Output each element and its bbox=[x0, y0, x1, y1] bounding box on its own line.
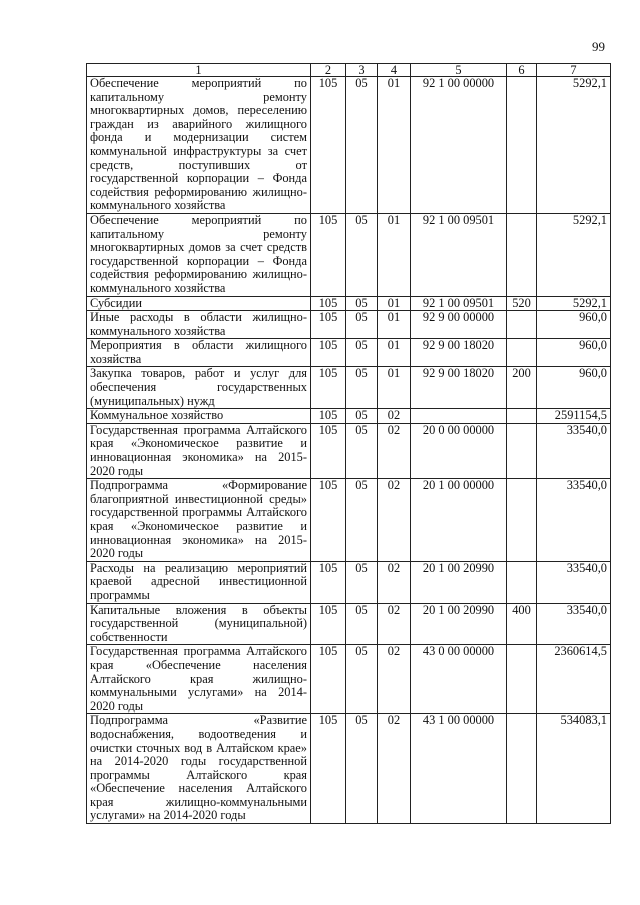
expense-type-cell bbox=[507, 213, 537, 296]
column-header: 5 bbox=[411, 64, 507, 77]
section-cell: 05 bbox=[346, 311, 378, 339]
subsection-cell: 02 bbox=[378, 603, 411, 645]
amount-cell: 2360614,5 bbox=[537, 645, 611, 714]
target-article-cell: 20 1 00 20990 bbox=[411, 561, 507, 603]
section-cell: 05 bbox=[346, 339, 378, 367]
subsection-cell: 02 bbox=[378, 423, 411, 478]
subsection-cell: 02 bbox=[378, 409, 411, 424]
amount-cell: 960,0 bbox=[537, 339, 611, 367]
expense-type-cell bbox=[507, 77, 537, 214]
table-row bbox=[87, 423, 611, 478]
row-name-cell: Государственная программа Алтайского края «Обеспечение населения Алтайского края жилищно-коммунальными услугами» на 2014-2020 годы bbox=[87, 645, 311, 714]
subsection-cell: 01 bbox=[378, 77, 411, 214]
code-cell: 105 bbox=[311, 409, 346, 424]
amount-cell: 33540,0 bbox=[537, 423, 611, 478]
section-cell: 05 bbox=[346, 603, 378, 645]
amount-cell: 534083,1 bbox=[537, 714, 611, 824]
row-name-cell: Закупка товаров, работ и услуг для обеспечения государственных (муниципальных) нужд bbox=[87, 367, 311, 409]
target-article-cell: 92 9 00 00000 bbox=[411, 311, 507, 339]
section-cell: 05 bbox=[346, 561, 378, 603]
section-cell: 05 bbox=[346, 479, 378, 562]
table-row bbox=[87, 561, 611, 603]
code-cell: 105 bbox=[311, 311, 346, 339]
header-row bbox=[87, 64, 611, 77]
row-name-cell: Мероприятия в области жилищного хозяйства bbox=[87, 339, 311, 367]
table-row bbox=[87, 367, 611, 409]
table-body bbox=[87, 77, 611, 824]
table-row bbox=[87, 296, 611, 311]
section-cell: 05 bbox=[346, 714, 378, 824]
code-cell: 105 bbox=[311, 367, 346, 409]
row-name-cell: Капитальные вложения в объекты государственной (муниципальной) собственности bbox=[87, 603, 311, 645]
section-cell: 05 bbox=[346, 296, 378, 311]
amount-cell: 33540,0 bbox=[537, 603, 611, 645]
amount-cell: 960,0 bbox=[537, 311, 611, 339]
row-name-cell: Государственная программа Алтайского края «Экономическое развитие и инновационная экономика» на 2015-2020 годы bbox=[87, 423, 311, 478]
subsection-cell: 01 bbox=[378, 213, 411, 296]
section-cell: 05 bbox=[346, 645, 378, 714]
section-cell: 05 bbox=[346, 409, 378, 424]
column-header: 6 bbox=[507, 64, 537, 77]
row-name-cell: Коммунальное хозяйство bbox=[87, 409, 311, 424]
target-article-cell bbox=[411, 409, 507, 424]
row-name-cell: Обеспечение мероприятий по капитальному ремонту многоквартирных домов за счет средств государственной корпорации – Фонда содействия реформированию жилищно-коммунального хозяйства bbox=[87, 213, 311, 296]
table-row bbox=[87, 409, 611, 424]
code-cell: 105 bbox=[311, 213, 346, 296]
subsection-cell: 01 bbox=[378, 339, 411, 367]
code-cell: 105 bbox=[311, 714, 346, 824]
table-row bbox=[87, 645, 611, 714]
table-row bbox=[87, 77, 611, 214]
row-name-cell: Иные расходы в области жилищно-коммунального хозяйства bbox=[87, 311, 311, 339]
target-article-cell: 92 9 00 18020 bbox=[411, 339, 507, 367]
row-name-cell: Обеспечение мероприятий по капитальному ремонту многоквартирных домов, переселению граждан из аварийного жилищного фонда и модернизации систем коммунальной инфраструктуры за счет средств, поступивших от государственной корпорации – Фонда содействия реформированию жилищно-коммунального хозяйства bbox=[87, 77, 311, 214]
section-cell: 05 bbox=[346, 367, 378, 409]
row-name-cell: Расходы на реализацию мероприятий краевой адресной инвестиционной программы bbox=[87, 561, 311, 603]
column-header: 4 bbox=[378, 64, 411, 77]
table-row bbox=[87, 339, 611, 367]
target-article-cell: 43 0 00 00000 bbox=[411, 645, 507, 714]
table-row bbox=[87, 714, 611, 824]
table-row bbox=[87, 213, 611, 296]
expense-type-cell bbox=[507, 409, 537, 424]
table-row bbox=[87, 311, 611, 339]
code-cell: 105 bbox=[311, 339, 346, 367]
amount-cell: 5292,1 bbox=[537, 213, 611, 296]
target-article-cell: 20 1 00 20990 bbox=[411, 603, 507, 645]
section-cell: 05 bbox=[346, 213, 378, 296]
amount-cell: 2591154,5 bbox=[537, 409, 611, 424]
expense-type-cell bbox=[507, 339, 537, 367]
subsection-cell: 02 bbox=[378, 479, 411, 562]
expense-type-cell bbox=[507, 479, 537, 562]
target-article-cell: 43 1 00 00000 bbox=[411, 714, 507, 824]
table-row bbox=[87, 603, 611, 645]
expense-type-cell bbox=[507, 714, 537, 824]
amount-cell: 33540,0 bbox=[537, 561, 611, 603]
table-header bbox=[87, 64, 611, 77]
code-cell: 105 bbox=[311, 423, 346, 478]
expense-type-cell: 400 bbox=[507, 603, 537, 645]
subsection-cell: 02 bbox=[378, 561, 411, 603]
expense-type-cell: 200 bbox=[507, 367, 537, 409]
expense-type-cell bbox=[507, 311, 537, 339]
code-cell: 105 bbox=[311, 603, 346, 645]
expense-type-cell bbox=[507, 423, 537, 478]
subsection-cell: 02 bbox=[378, 714, 411, 824]
column-header: 3 bbox=[346, 64, 378, 77]
subsection-cell: 01 bbox=[378, 311, 411, 339]
amount-cell: 5292,1 bbox=[537, 77, 611, 214]
amount-cell: 960,0 bbox=[537, 367, 611, 409]
page-number: 99 bbox=[592, 39, 605, 54]
target-article-cell: 20 0 00 00000 bbox=[411, 423, 507, 478]
amount-cell: 33540,0 bbox=[537, 479, 611, 562]
code-cell: 105 bbox=[311, 77, 346, 214]
amount-cell: 5292,1 bbox=[537, 296, 611, 311]
code-cell: 105 bbox=[311, 645, 346, 714]
code-cell: 105 bbox=[311, 561, 346, 603]
section-cell: 05 bbox=[346, 423, 378, 478]
row-name-cell: Подпрограмма «Формирование благоприятной инвестиционной среды» государственной программы Алтайского края «Экономическое развитие и инновационная экономика» на 2015-2020 годы bbox=[87, 479, 311, 562]
row-name-cell: Подпрограмма «Развитие водоснабжения, водоотведения и очистки сточных вод в Алтайском крае» на 2014-2020 годы государственной программы Алтайского края «Обеспечение населения Алтайского края жилищно-коммунальными услугами» на 2014-2020 годы bbox=[87, 714, 311, 824]
target-article-cell: 92 1 00 00000 bbox=[411, 77, 507, 214]
budget-table bbox=[86, 63, 611, 824]
code-cell: 105 bbox=[311, 296, 346, 311]
subsection-cell: 02 bbox=[378, 645, 411, 714]
expense-type-cell bbox=[507, 561, 537, 603]
column-header: 2 bbox=[311, 64, 346, 77]
target-article-cell: 92 9 00 18020 bbox=[411, 367, 507, 409]
subsection-cell: 01 bbox=[378, 367, 411, 409]
code-cell: 105 bbox=[311, 479, 346, 562]
expense-type-cell bbox=[507, 645, 537, 714]
column-header: 1 bbox=[87, 64, 311, 77]
target-article-cell: 92 1 00 09501 bbox=[411, 296, 507, 311]
target-article-cell: 92 1 00 09501 bbox=[411, 213, 507, 296]
table-row bbox=[87, 479, 611, 562]
section-cell: 05 bbox=[346, 77, 378, 214]
expense-type-cell: 520 bbox=[507, 296, 537, 311]
subsection-cell: 01 bbox=[378, 296, 411, 311]
target-article-cell: 20 1 00 00000 bbox=[411, 479, 507, 562]
row-name-cell: Субсидии bbox=[87, 296, 311, 311]
column-header: 7 bbox=[537, 64, 611, 77]
